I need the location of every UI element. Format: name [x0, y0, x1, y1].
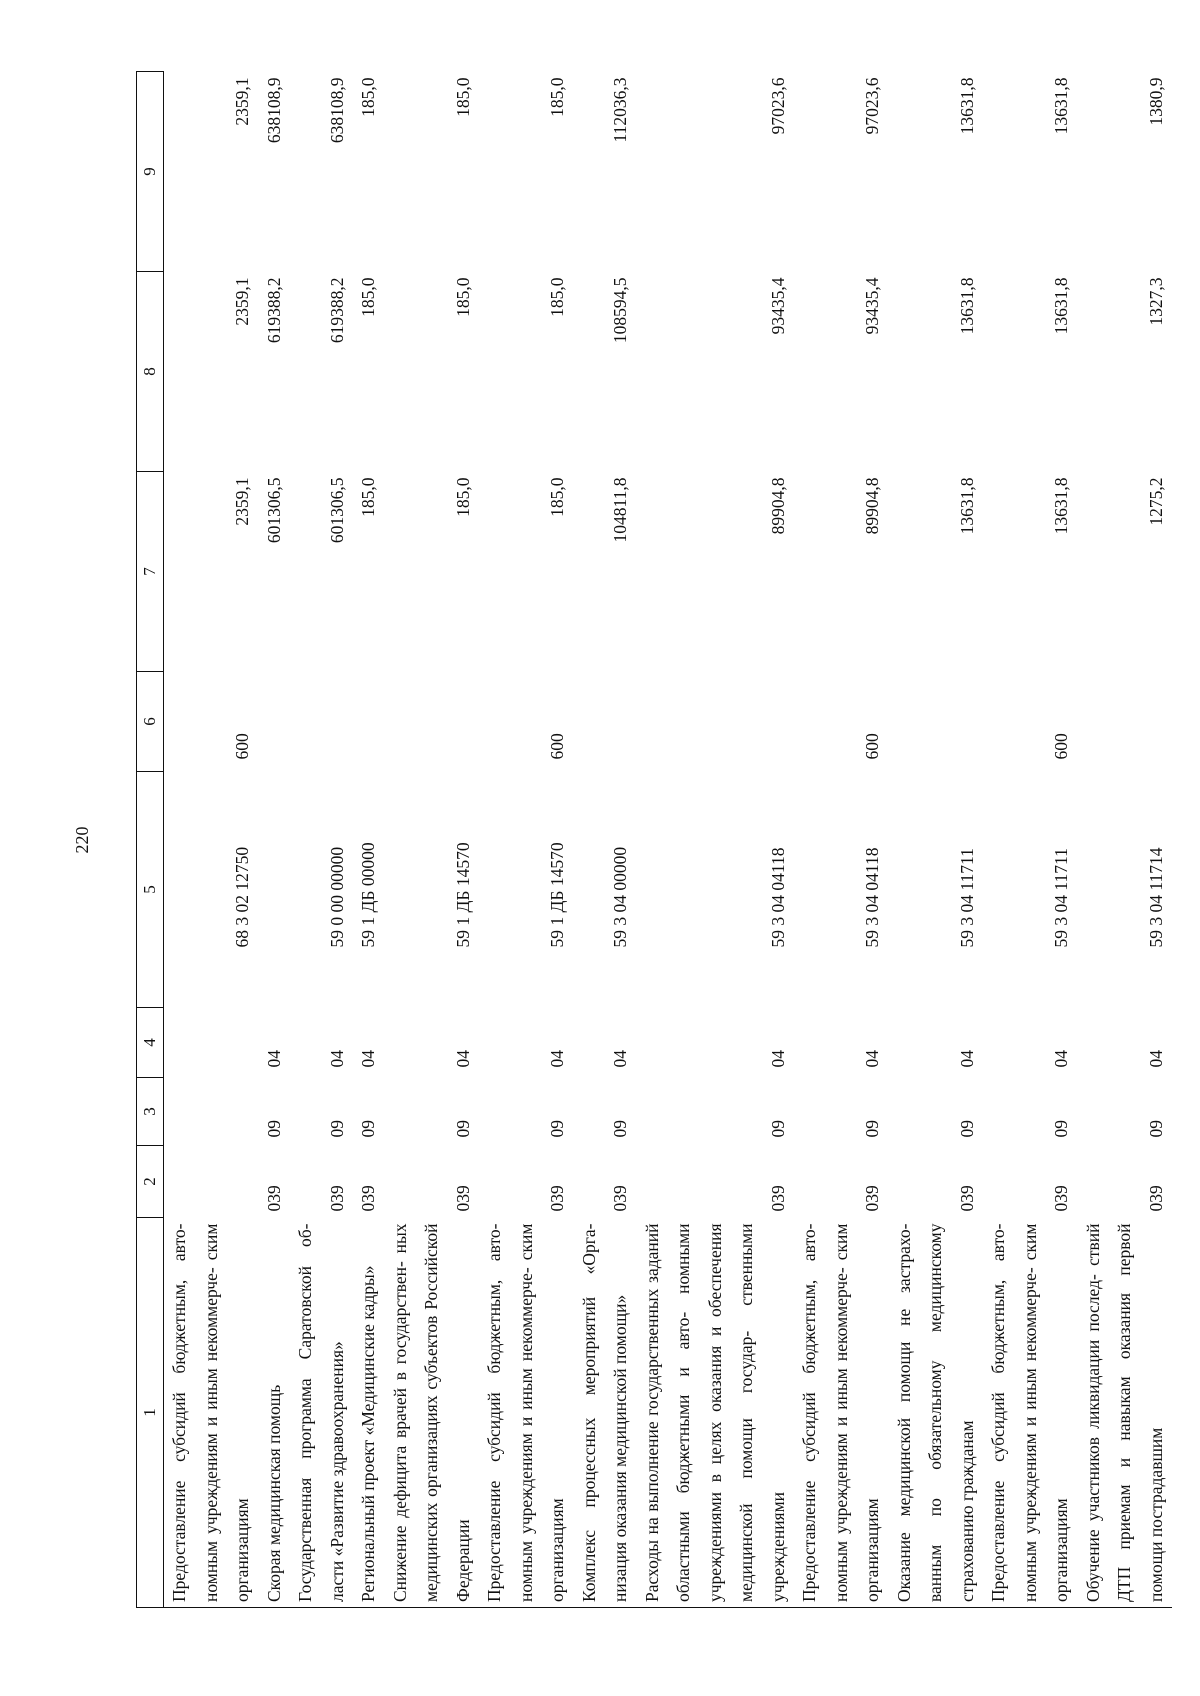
amount-year-3: 638108,9	[263, 77, 284, 144]
description-line: Предоставление субсидий бюджетным, авто-	[799, 1223, 819, 1602]
description-line: Региональный проект «Медицинские кадры»	[358, 1265, 378, 1602]
amount-year-2: 1327,3	[1145, 277, 1166, 326]
table-row	[290, 72, 353, 1608]
target-article-code: 59 3 04 11714	[1145, 847, 1166, 948]
description-line: ласти «Развитие здравоохранения»	[326, 1341, 347, 1602]
description-line: первой помощи пострадавшим	[1114, 1223, 1166, 1602]
expense-type-code	[353, 672, 385, 772]
table-body	[164, 72, 1173, 1608]
description-line: страхованию гражданам	[956, 1420, 977, 1602]
target-article-code: 59 1 ДБ 14570	[452, 842, 473, 948]
amount-year-1: 601306,5	[263, 477, 284, 544]
amount-year-2: 13631,8	[956, 277, 977, 335]
subsection-code: 04	[1145, 1050, 1166, 1068]
amount-year-3: 638108,9	[326, 77, 347, 144]
description-line: номным учреждениям и иным некоммерче-	[830, 1267, 851, 1602]
description-line: Предоставление субсидий бюджетным, авто-	[169, 1223, 189, 1602]
amount-year-2: 185,0	[358, 277, 378, 317]
column-header: 7	[137, 472, 164, 672]
amount-year-1: 2359,1	[232, 477, 252, 526]
section-code: 09	[326, 1120, 347, 1138]
admin-code: 039	[263, 1185, 284, 1212]
subsection-code: 04	[1051, 1050, 1071, 1068]
column-header: 5	[137, 772, 164, 1008]
section-code: 09	[610, 1120, 630, 1138]
amount-year-3: 185,0	[452, 77, 473, 117]
section-code: 09	[956, 1120, 977, 1138]
admin-code: 039	[358, 1185, 378, 1212]
amount-year-1: 89904,8	[862, 477, 882, 535]
description-line: Снижение дефицита врачей в государствен-	[389, 1261, 410, 1602]
column-header: 9	[137, 72, 164, 272]
target-article-code: 68 3 02 12750	[232, 846, 252, 948]
table-row	[259, 72, 291, 1608]
target-article-code: 59 3 04 00000	[610, 846, 630, 948]
target-article-code: 59 3 04 11711	[956, 848, 977, 948]
amount-year-1: 104811,8	[610, 477, 630, 543]
description-line: Российской Федерации	[421, 1223, 473, 1602]
expense-type-code	[637, 672, 795, 772]
expense-type-code	[574, 672, 637, 772]
section-code: 09	[1145, 1120, 1166, 1138]
row-description	[479, 1218, 574, 1608]
subsection-code: 04	[263, 1050, 284, 1068]
table-row	[889, 72, 984, 1608]
table-row	[353, 72, 385, 1608]
amount-year-3: 2359,1	[232, 77, 252, 126]
amount-year-1: 89904,8	[767, 477, 788, 535]
description-line: Государственная программа Саратовской об-	[295, 1223, 315, 1602]
description-line: номным учреждениям и иным некоммерче-	[1019, 1267, 1040, 1602]
table-row	[794, 72, 889, 1608]
target-article-code: 59 1 ДБ 14570	[547, 842, 567, 948]
subsection-code	[164, 1008, 259, 1078]
row-description	[290, 1218, 353, 1608]
description-line: номным учреждениям и иным некоммерче-	[200, 1267, 221, 1602]
target-article-code: 59 1 ДБ 00000	[358, 842, 378, 948]
subsection-code: 04	[610, 1050, 630, 1068]
table-row	[574, 72, 637, 1608]
admin-code: 039	[1145, 1185, 1166, 1212]
amount-year-3: 1380,9	[1145, 77, 1166, 126]
page-number: 220	[72, 826, 92, 854]
row-description	[385, 1218, 480, 1608]
description-line: Комплекс процессных мероприятий «Орга-	[578, 1223, 599, 1602]
admin-code: 039	[1051, 1185, 1071, 1212]
budget-table	[136, 71, 1172, 1608]
table-row	[164, 72, 259, 1608]
expense-type-code	[385, 672, 480, 772]
column-header: 8	[137, 272, 164, 472]
admin-code: 039	[547, 1185, 567, 1212]
row-description	[637, 1218, 795, 1608]
description-line: номным учреждениям и иным некоммерче-	[515, 1267, 536, 1602]
amount-year-2: 619388,2	[326, 277, 347, 344]
amount-year-1: 185,0	[358, 477, 378, 517]
rotated-page	[72, 72, 1166, 1608]
section-code: 09	[862, 1120, 882, 1138]
amount-year-2: 13631,8	[1051, 277, 1071, 335]
expense-type-code	[1078, 672, 1173, 772]
section-code: 09	[547, 1120, 567, 1138]
subsection-code: 04	[862, 1050, 882, 1068]
expense-type-code: 600	[1051, 733, 1071, 760]
amount-year-3: 97023,6	[862, 77, 882, 135]
column-header: 6	[137, 672, 164, 772]
amount-year-1: 601306,5	[326, 477, 347, 544]
amount-year-2: 93435,4	[862, 277, 882, 335]
description-line: ванным по обязательному медицинскому	[925, 1223, 945, 1602]
description-line: Скорая медицинская помощь	[263, 1384, 284, 1602]
amount-year-2: 185,0	[452, 277, 473, 317]
amount-year-3: 185,0	[358, 77, 378, 117]
amount-year-3: 13631,8	[956, 77, 977, 135]
description-line: Предоставление субсидий бюджетным, авто-	[484, 1223, 504, 1602]
amount-year-2: 2359,1	[232, 277, 252, 326]
description-line: ствий ДТП приемам и навыкам оказания	[1082, 1223, 1134, 1602]
column-header: 3	[137, 1078, 164, 1146]
expense-type-code: 600	[862, 733, 882, 760]
description-line: ных медицинских организациях субъектов	[389, 1223, 441, 1602]
expense-type-code	[259, 672, 291, 772]
subsection-code: 04	[956, 1050, 977, 1068]
expense-type-code: 600	[547, 733, 567, 760]
expense-type-code: 600	[232, 733, 252, 760]
target-article-code: 59 0 00 00000	[326, 846, 347, 948]
section-code: 09	[263, 1120, 284, 1138]
admin-code: 039	[862, 1185, 882, 1212]
section-code: 09	[767, 1120, 788, 1138]
description-line: Предоставление субсидий бюджетным, авто-	[988, 1223, 1008, 1602]
admin-code: 039	[326, 1185, 347, 1212]
subsection-code: 04	[326, 1050, 347, 1068]
row-description	[983, 1218, 1078, 1608]
amount-year-1: 13631,8	[956, 477, 977, 535]
row-description	[164, 1218, 259, 1608]
amount-year-3: 97023,6	[767, 77, 788, 135]
amount-year-1: 1275,2	[1145, 477, 1166, 526]
table-row	[479, 72, 574, 1608]
column-header: 2	[137, 1146, 164, 1218]
amount-year-2: 185,0	[547, 277, 567, 317]
row-description	[353, 1218, 385, 1608]
description-line: Оказание медицинской помощи не застрахо-	[893, 1223, 914, 1602]
row-description	[574, 1218, 637, 1608]
table-row	[983, 72, 1078, 1608]
description-line: Обучение участников ликвидации послед-	[1082, 1274, 1103, 1602]
expense-type-code	[889, 672, 984, 772]
target-article-code: 59 3 04 04118	[767, 847, 788, 948]
column-header: 1	[137, 1218, 164, 1608]
admin-code: 039	[956, 1185, 977, 1212]
amount-year-1: 13631,8	[1051, 477, 1071, 535]
admin-code: 039	[452, 1185, 473, 1212]
row-description	[889, 1218, 984, 1608]
amount-year-2: 619388,2	[263, 277, 284, 344]
admin-code: 039	[767, 1185, 788, 1212]
row-description	[794, 1218, 889, 1608]
section-code: 09	[358, 1120, 378, 1138]
amount-year-2: 108594,5	[610, 277, 630, 344]
section-code	[164, 1078, 259, 1146]
admin-code: 039	[610, 1185, 630, 1212]
row-description	[1078, 1218, 1173, 1608]
column-header: 4	[137, 1008, 164, 1078]
amount-year-3: 112036,3	[610, 77, 630, 143]
amount-year-1: 185,0	[452, 477, 473, 517]
description-line: номными учреждениями в целях оказания и	[673, 1223, 725, 1602]
section-code: 09	[1051, 1120, 1071, 1138]
table-row	[637, 72, 795, 1608]
subsection-code: 04	[547, 1050, 567, 1068]
description-line: ственными учреждениями	[736, 1223, 788, 1602]
target-article-code	[259, 772, 291, 1008]
description-line: ским организациям	[200, 1223, 252, 1602]
subsection-code: 04	[358, 1050, 378, 1068]
amount-year-1: 185,0	[547, 477, 567, 517]
description-line: ским организациям	[1019, 1223, 1071, 1602]
column-number-header-row	[137, 72, 164, 1608]
section-code: 09	[452, 1120, 473, 1138]
description-line: заданий областными бюджетными и авто-	[641, 1223, 693, 1602]
table-row	[385, 72, 480, 1608]
amount-year-3: 13631,8	[1051, 77, 1071, 135]
description-line: ским организациям	[515, 1223, 567, 1602]
amount-year-2: 93435,4	[767, 277, 788, 335]
description-line: Расходы на выполнение государственных	[641, 1288, 662, 1602]
subsection-code: 04	[452, 1050, 473, 1068]
expense-type-code	[290, 672, 353, 772]
target-article-code: 59 3 04 04118	[862, 847, 882, 948]
description-line: низация оказания медицинской помощи»	[610, 1294, 630, 1602]
subsection-code: 04	[767, 1050, 788, 1068]
admin-code	[164, 1146, 259, 1218]
target-article-code: 59 3 04 11711	[1051, 848, 1071, 948]
row-description	[259, 1218, 291, 1608]
description-line: ским организациям	[830, 1223, 882, 1602]
description-line: обеспечения медицинской помощи государ-	[704, 1223, 756, 1602]
amount-year-3: 185,0	[547, 77, 567, 117]
table-row	[1078, 72, 1173, 1608]
